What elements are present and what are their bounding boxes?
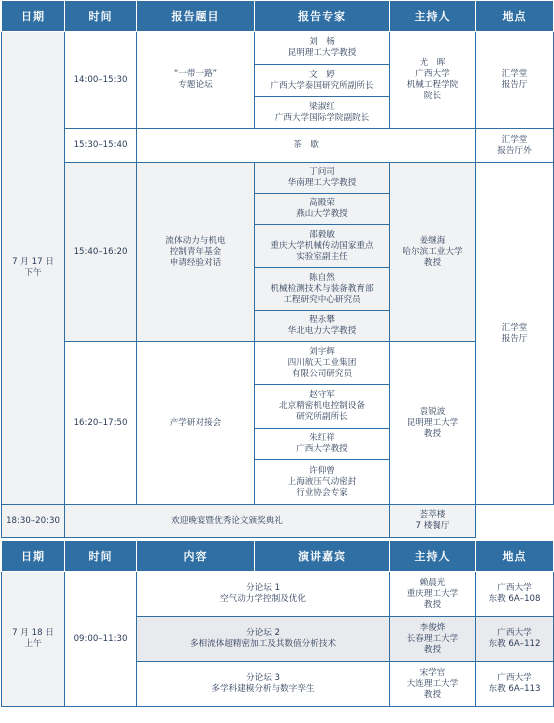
forum1-host <box>390 572 476 617</box>
header2-date: 日期 <box>2 541 65 572</box>
break-label: 茶 歇 <box>137 129 476 163</box>
session1-row <box>2 32 554 65</box>
shared-venue <box>476 163 554 505</box>
header-experts: 报告专家 <box>255 1 390 32</box>
table2-header-row <box>2 541 554 572</box>
header-host: 主持人 <box>390 1 476 32</box>
forum3-host <box>390 662 476 707</box>
cell-text-line: 行业协会专家 <box>296 487 348 498</box>
session2-time: 15:40–16:20 <box>65 163 137 342</box>
cell-text-line: 流体动力与机电 <box>165 235 226 246</box>
forum3-venue <box>476 662 554 707</box>
cell-text-line: 机械工程学院 <box>406 80 459 90</box>
cell-text-line: 华北电力大学教授 <box>287 326 357 336</box>
cell-text-line: 教授 <box>423 428 442 439</box>
dinner-venue <box>390 505 476 538</box>
session2-expert-1 <box>255 163 390 194</box>
header2-venue: 地点 <box>476 541 554 572</box>
header2-time: 时间 <box>65 541 137 572</box>
session3-expert-1 <box>255 342 390 385</box>
session1-host <box>390 32 476 129</box>
cell-text-line: 姜继海 <box>419 235 446 246</box>
afternoon-schedule-table <box>1 0 554 538</box>
cell-text-line: 荟萃楼 <box>419 510 446 520</box>
cell-text-line: 控制青年基金 <box>169 246 222 257</box>
cell-text-line: 东教 6A–113 <box>488 684 541 694</box>
cell-text-line: 李俊烨 <box>419 622 446 633</box>
cell-text-line: 教授 <box>423 257 442 268</box>
cell-text-line: 汇学堂 <box>501 134 528 145</box>
cell-text-line: 昆明理工大学 <box>406 417 459 428</box>
cell-text-line: 重庆大学机械传动国家重点 <box>270 240 374 251</box>
cell-text-line: 多相流体超精密加工及其数值分析技术 <box>189 639 337 649</box>
cell-text-line: 7 楼餐厅 <box>415 521 450 531</box>
cell-text-line: 上海液压气动密封 <box>287 476 357 487</box>
cell-text-line: 陈自然 <box>309 272 335 283</box>
cell-text-line: 机械检测技术与装备教育部 <box>270 283 374 294</box>
dinner-row <box>2 505 554 538</box>
cell-text-line: 空气动力学控制及优化 <box>220 594 306 604</box>
forum2-host <box>390 617 476 662</box>
session2-expert-2 <box>255 194 390 225</box>
date-cell-jul18 <box>2 572 65 707</box>
cell-text-line: 昆明理工大学教授 <box>287 48 357 58</box>
cell-text-line: 下午 <box>24 268 42 278</box>
cell-text-line: 工程研究中心研究员 <box>283 294 361 305</box>
break-venue <box>476 129 554 163</box>
cell-text-line: 尤 晖 <box>419 58 446 68</box>
cell-text-line: 华南理工大学教授 <box>287 178 357 188</box>
morning-schedule-table <box>1 540 554 707</box>
cell-text-line: 大连理工大学 <box>406 678 459 689</box>
cell-text-line: 研究所副所长 <box>296 412 348 422</box>
cell-text-line: 哈尔滨工业大学 <box>402 246 463 257</box>
session1-expert-2 <box>255 65 390 97</box>
cell-text-line: 分论坛 1 <box>246 583 280 593</box>
cell-text-line: 四川航天工业集团 <box>287 357 357 368</box>
session2-expert-3 <box>255 225 390 268</box>
cell-text-line: 院长 <box>423 91 442 101</box>
cell-text-line: 申请经验对话 <box>169 257 222 268</box>
cell-text-line: 实验室副主任 <box>296 251 348 262</box>
header-topic: 报告题目 <box>137 1 255 32</box>
cell-text-line: 许仰曾 <box>309 465 335 476</box>
cell-text-line: 多学科建模分析与数字孪生 <box>211 684 315 694</box>
cell-text-line: 邵毅敏 <box>309 229 335 240</box>
cell-text-line: 梁淑红 <box>309 101 335 112</box>
cell-text-line: 东教 6A–108 <box>488 594 541 604</box>
cell-text-line: 赵守军 <box>309 390 335 400</box>
break-row <box>2 129 554 163</box>
cell-text-line: 朱红祥 <box>309 433 335 443</box>
session1-expert-1 <box>255 32 390 65</box>
cell-text-line: 赖晨光 <box>419 577 446 588</box>
forum3-content <box>137 662 390 707</box>
cell-text-line: 高殿荣 <box>309 198 335 208</box>
cell-text-line: 产学研对接会 <box>169 417 222 428</box>
cell-text-line: 教授 <box>423 644 442 655</box>
session2-expert-4 <box>255 268 390 311</box>
cell-text-line: 分论坛 2 <box>246 628 280 638</box>
session1-venue <box>476 32 554 129</box>
cell-text-line: 上午 <box>24 639 42 649</box>
cell-text-line: 广西大学教授 <box>296 444 348 454</box>
forum1-content <box>137 572 390 617</box>
cell-text-line: 汇学堂 <box>501 322 528 333</box>
header-venue: 地点 <box>476 1 554 32</box>
session1-topic <box>137 32 255 129</box>
header2-content: 内容 <box>137 541 255 572</box>
cell-text-line: 程永攀 <box>309 315 335 325</box>
cell-text-line: 有限公司研究员 <box>291 368 353 379</box>
cell-text-line: 长春理工大学 <box>406 633 459 644</box>
cell-text-line: 袁锐波 <box>419 406 446 417</box>
session3-time: 16:20–17:50 <box>65 342 137 505</box>
session2-topic <box>137 163 255 342</box>
table1-header-row <box>2 1 554 32</box>
session1-expert-3 <box>255 97 390 129</box>
forum2-content <box>137 617 390 662</box>
cell-text-line: 教授 <box>423 599 442 610</box>
forum-time: 09:00–11:30 <box>65 572 137 707</box>
cell-text-line: 北京精密机电控制设备 <box>279 401 365 411</box>
cell-text-line: 广西大学 <box>415 69 450 79</box>
forum1-row <box>2 572 554 617</box>
session3-row <box>2 342 554 385</box>
cell-text-line: 报告厅外 <box>497 145 532 156</box>
session2-host <box>390 163 476 342</box>
cell-text-line: 报告厅 <box>501 333 528 344</box>
cell-text-line: 重庆理工大学 <box>406 588 459 599</box>
cell-text-line: 丁问司 <box>309 167 335 177</box>
cell-text-line: 宋学官 <box>419 667 446 678</box>
cell-text-line: 专题论坛 <box>178 80 213 90</box>
session2-row <box>2 163 554 194</box>
cell-text-line: 刘宇辉 <box>309 346 335 357</box>
session3-host <box>390 342 476 505</box>
session3-expert-2 <box>255 385 390 429</box>
cell-text-line: 教授 <box>423 689 442 700</box>
cell-text-line: 7 月 17 日 <box>12 257 54 267</box>
cell-text-line: 广西大学 <box>497 583 532 593</box>
break-time: 15:30–15:40 <box>65 129 137 163</box>
date-cell-jul17 <box>2 32 65 505</box>
cell-text-line: 广西大学 <box>497 673 532 683</box>
cell-text-line: 广西大学泰国研究所副所长 <box>270 80 374 91</box>
cell-text-line: 报告厅 <box>501 80 528 90</box>
session2-expert-5 <box>255 311 390 342</box>
cell-text-line: 广西大学国际学院副院长 <box>274 112 370 123</box>
cell-text-line: 7 月 18 日 <box>12 628 54 638</box>
session3-topic <box>137 342 255 505</box>
dinner-time: 18:30–20:30 <box>2 505 65 538</box>
session1-time: 14:00–15:30 <box>65 32 137 129</box>
session3-expert-4 <box>255 460 390 505</box>
forum2-venue <box>476 617 554 662</box>
cell-text-line: 文 婷 <box>309 69 335 80</box>
cell-text-line: 分论坛 3 <box>246 673 280 683</box>
cell-text-line: 广西大学 <box>497 628 532 638</box>
cell-text-line: “一带一路” <box>173 69 218 79</box>
cell-text-line: 刘 杨 <box>309 37 335 47</box>
cell-text-line: 燕山大学教授 <box>296 209 348 219</box>
forum1-venue <box>476 572 554 617</box>
header-time: 时间 <box>65 1 137 32</box>
header-date: 日期 <box>2 1 65 32</box>
cell-text-line: 东教 6A–112 <box>488 639 541 649</box>
header2-host: 主持人 <box>390 541 476 572</box>
dinner-label: 欢迎晚宴暨优秀论文颁奖典礼 <box>65 505 390 538</box>
session3-expert-3 <box>255 429 390 460</box>
cell-text-line: 汇学堂 <box>501 69 528 79</box>
header2-speakers: 演讲嘉宾 <box>255 541 390 572</box>
